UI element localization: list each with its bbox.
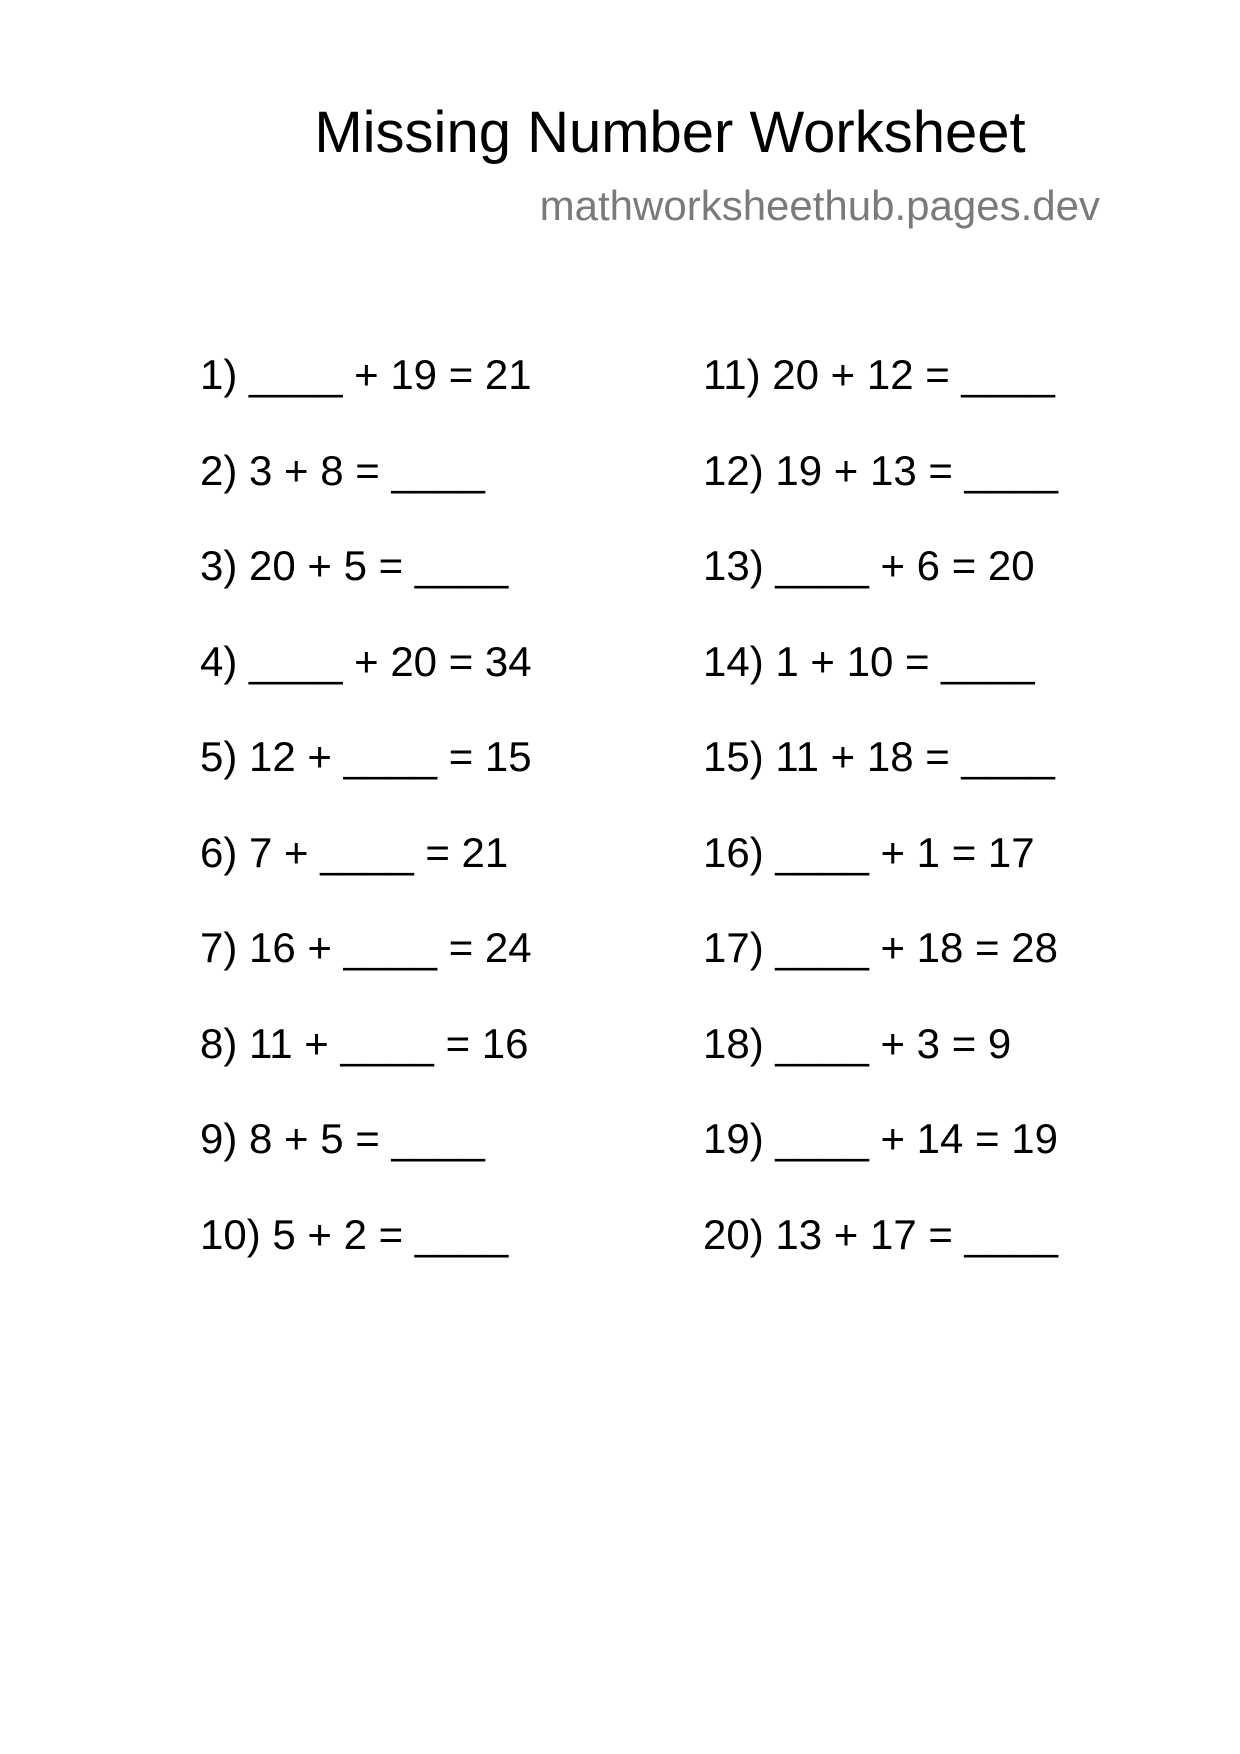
problem-4: 4) ____ + 20 = 34 bbox=[200, 637, 532, 685]
problem-2: 2) 3 + 8 = ____ bbox=[200, 446, 485, 494]
problem-12: 12) 19 + 13 = ____ bbox=[703, 446, 1058, 494]
problem-5: 5) 12 + ____ = 15 bbox=[200, 733, 532, 780]
problem-15: 15) 11 + 18 = ____ bbox=[703, 733, 1055, 780]
problem-column-left bbox=[200, 350, 720, 1305]
problem-20: 20) 13 + 17 = ____ bbox=[703, 1210, 1058, 1258]
problem-3: 3) 20 + 5 = ____ bbox=[200, 542, 509, 589]
problem-11: 11) 20 + 12 = ____ bbox=[703, 351, 1055, 398]
problem-16: 16) ____ + 1 = 17 bbox=[703, 828, 1035, 876]
problem-19: 19) ____ + 14 = 19 bbox=[703, 1115, 1058, 1162]
problem-column-right bbox=[703, 350, 1223, 1305]
problem-14: 14) 1 + 10 = ____ bbox=[703, 637, 1035, 685]
problem-9: 9) 8 + 5 = ____ bbox=[200, 1115, 485, 1162]
problem-10: 10) 5 + 2 = ____ bbox=[200, 1210, 509, 1258]
problem-18: 18) ____ + 3 = 9 bbox=[703, 1019, 1012, 1067]
problem-13: 13) ____ + 6 = 20 bbox=[703, 542, 1035, 589]
problem-17: 17) ____ + 18 = 28 bbox=[703, 924, 1058, 971]
problem-1: 1) ____ + 19 = 21 bbox=[200, 351, 532, 398]
problem-6: 6) 7 + ____ = 21 bbox=[200, 828, 509, 876]
problem-8: 8) 11 + ____ = 16 bbox=[200, 1019, 529, 1067]
page-title: Missing Number Worksheet bbox=[314, 100, 1026, 165]
problem-7: 7) 16 + ____ = 24 bbox=[200, 924, 532, 971]
source-url: mathworksheethub.pages.dev bbox=[539, 182, 1100, 229]
